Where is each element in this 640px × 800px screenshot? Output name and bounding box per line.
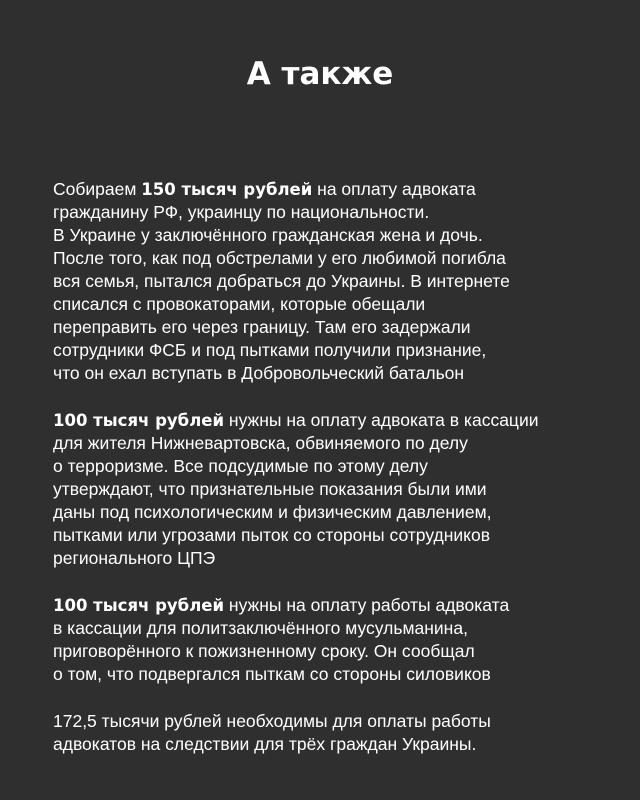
text-segment: о том, что подвергался пыткам со стороны силовиков [53,664,491,684]
text-segment: приговорённого к пожизненному сроку. Он сообщал [53,641,475,661]
text-line [53,432,603,455]
text-line [53,663,603,686]
text-segment: После того, как под обстрелами у его любимой погибла [53,248,506,268]
text-line [53,201,603,224]
text-segment: для жителя Нижневартовска, обвиняемого по делу [53,433,468,453]
text-segment: переправить его через границу. Там его задержали [53,317,471,337]
text-segment: на оплату адвоката [312,179,476,199]
text-line [53,547,603,570]
paragraph-1 [53,178,603,385]
text-line [53,316,603,339]
text-line [53,293,603,316]
content-body [53,178,603,780]
text-segment: гражданину РФ, украинцу по национальности. [53,202,430,222]
text-segment: что он ехал вступать в Добровольческий батальон [53,363,465,383]
text-line [53,362,603,385]
text-segment: утверждают, что признательные показания были ими [53,479,487,499]
text-line [53,501,603,524]
text-line [53,224,603,247]
text-line [53,178,603,201]
paragraph-4 [53,710,603,756]
text-line [53,455,603,478]
text-line [53,617,603,640]
text-line [53,247,603,270]
text-segment: вся семья, пытался добраться до Украины. В интернете [53,271,510,291]
paragraph-3 [53,594,603,686]
text-line [53,733,603,756]
text-segment: сотрудники ФСБ и под пытками получили признание, [53,340,487,360]
text-segment: регионального ЦПЭ [53,548,216,568]
amount-highlight: 150 тысяч рублей [141,180,313,199]
amount-highlight: 100 тысяч рублей [53,596,225,615]
text-segment: даны под психологическим и физическим давлением, [53,502,492,522]
paragraph-2 [53,409,603,570]
text-segment: списался с провокаторами, которые обещали [53,294,426,314]
text-line [53,339,603,362]
text-segment: В Украине у заключённого гражданская жена и дочь. [53,225,483,245]
text-segment: адвокатов на следствии для трёх граждан Украины. [53,734,477,754]
text-line [53,409,603,432]
page-title: А также [246,56,394,92]
text-line [53,710,603,733]
text-segment: пытками или угрозами пыток со стороны сотрудников [53,525,491,545]
text-line [53,478,603,501]
text-line [53,270,603,293]
amount-highlight: 100 тысяч рублей [53,411,225,430]
text-segment: в кассации для политзаключённого мусульманина, [53,618,468,638]
text-segment: нужны на оплату работы адвоката [224,595,510,615]
text-segment: Собираем [53,179,142,199]
text-segment: нужны на оплату адвоката в кассации [224,410,539,430]
text-segment: 172,5 тысячи рублей необходимы для оплаты работы [53,711,491,731]
text-line [53,594,603,617]
text-line [53,524,603,547]
text-segment: о терроризме. Все подсудимые по этому делу [53,456,428,476]
text-line [53,640,603,663]
